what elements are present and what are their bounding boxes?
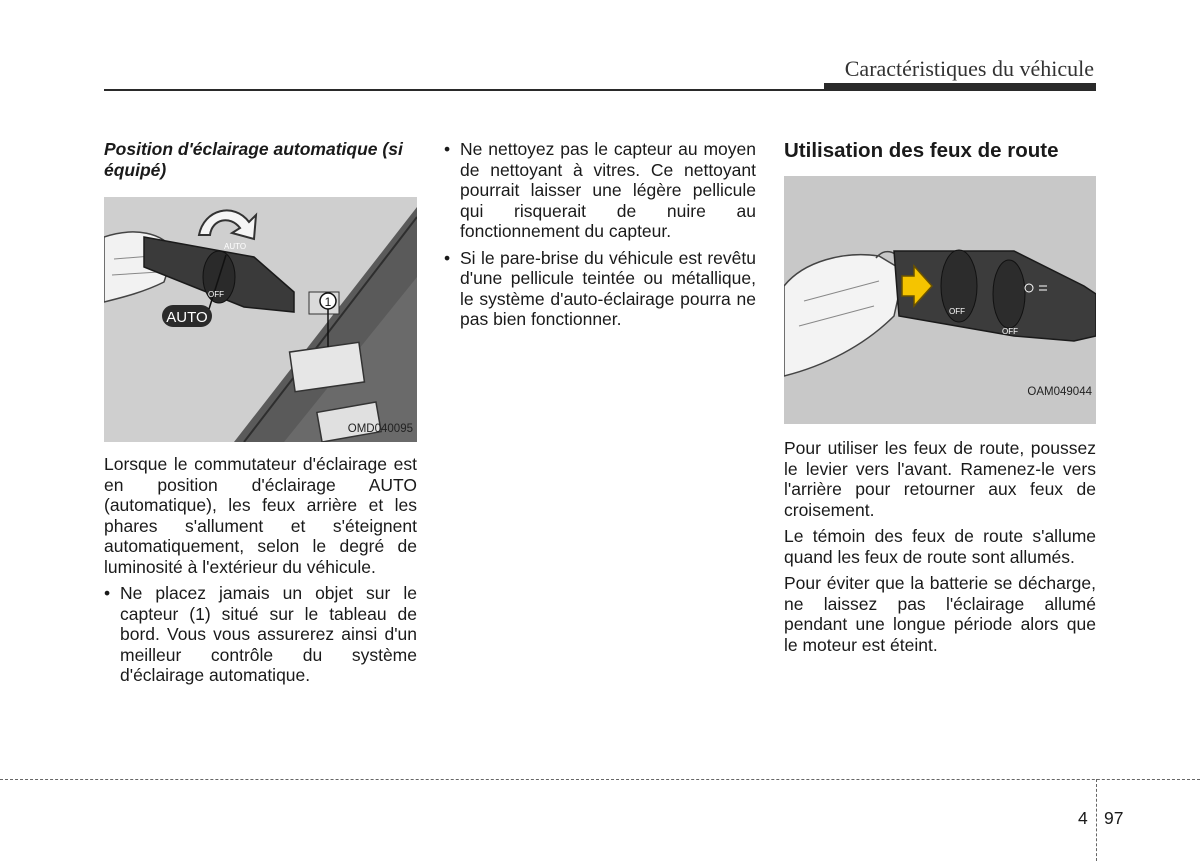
switch-off-label-a: OFF [949,307,965,316]
section-heading-auto-light: Position d'éclairage automatique (si équipé) [104,139,403,180]
switch-auto-label: AUTO [224,242,247,251]
figure-auto-light-switch [104,197,417,442]
auto-light-illustration [104,197,417,442]
header-rule-accent [824,83,1096,91]
auto-badge-label: AUTO [166,309,208,326]
switch-off-label-b: OFF [1002,327,1018,336]
paragraph-high-beam-1: Pour utiliser les feux de route, poussez le levier vers l'avant. Ramenez-le vers l'arrière pour retourner aux feux de croisement. [784,438,1096,520]
paragraph-auto-light: Lorsque le commutateur d'éclairage est en position d'éclairage AUTO (automatique), les feux arrière et les phares s'allument et s'éteignent automatiquement, selon le degré de luminosité à l'extérieur du véhicule. [104,454,417,577]
bullet-list-middle [444,139,756,330]
bullet-list-left [104,583,417,686]
footer-rule [0,779,1200,780]
footer-divider [1096,779,1097,861]
left-column [104,139,417,692]
middle-column [444,139,756,336]
page-number: 97 [1104,808,1124,828]
figure-code: OAM049044 [1027,385,1092,398]
switch-off-label: OFF [208,290,224,299]
bullet-item: • Ne placez jamais un objet sur le capteur (1) situé sur le tableau de bord. Vous vous assurerez ainsi d'un meilleur contrôle du système d'éclairage automatique. [104,583,417,686]
right-column [784,139,1096,661]
callout-1: 1 [324,295,332,309]
figure-high-beam-lever [784,176,1096,424]
running-header-title: Caractéristiques du véhicule [844,56,1094,81]
bullet-item: • Si le pare-brise du véhicule est revêtu d'une pellicule teintée ou métallique, le système d'auto-éclairage pourra ne pas bien fonctionner. [444,248,756,330]
bullet-item: • Ne nettoyez pas le capteur au moyen de nettoyant à vitres. Ce nettoyant pourrait laisser une légère pellicule qui risquerait de nuire au fonctionnement du capteur. [444,139,756,242]
chapter-number: 4 [1078,808,1088,828]
paragraph-high-beam-3: Pour éviter que la batterie se décharge, ne laissez pas l'éclairage allumé pendant une longue période alors que le moteur est éteint. [784,573,1096,655]
paragraph-high-beam-2: Le témoin des feux de route s'allume quand les feux de route sont allumés. [784,526,1096,567]
section-heading-high-beam: Utilisation des feux de route [784,139,1059,162]
figure-code: OMD040095 [347,422,413,435]
